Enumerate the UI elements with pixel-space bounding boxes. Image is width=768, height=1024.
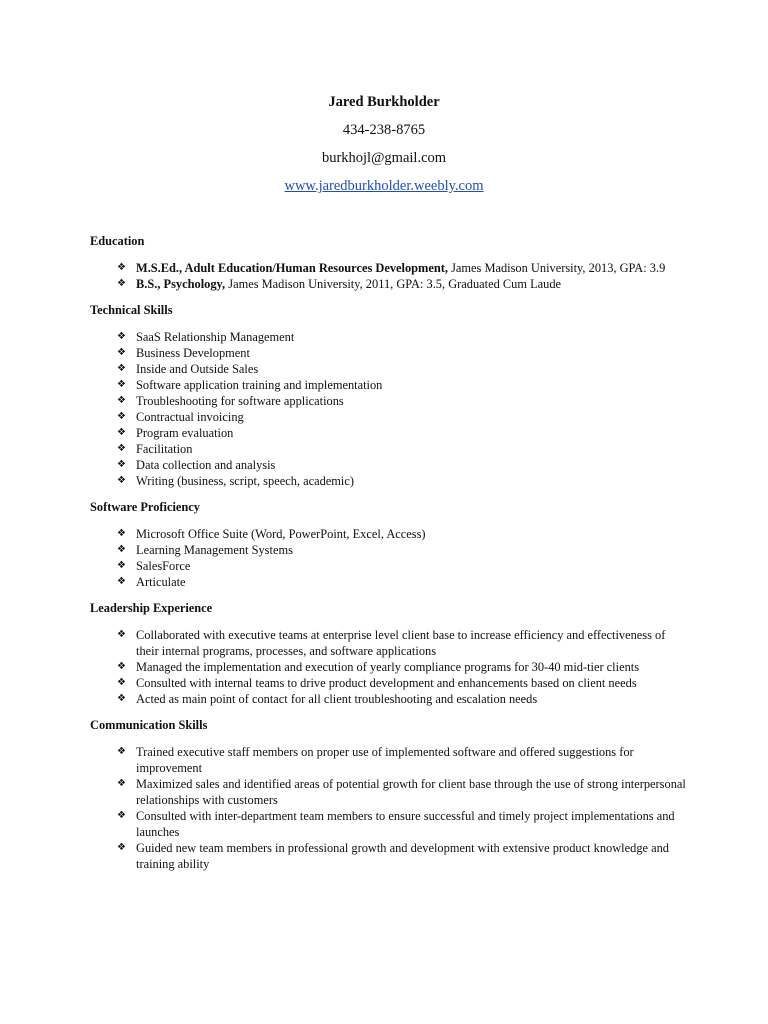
list-item: ❖ Software application training and implementation: [117, 378, 383, 392]
bullet-icon: ❖: [117, 677, 126, 688]
list-item: ❖ Troubleshooting for software applications: [117, 394, 344, 408]
list-item: ❖ Consulted with internal teams to drive product development and enhancements based on client needs: [117, 676, 637, 690]
section-title: Leadership Experience: [90, 601, 213, 615]
bullet-list: [90, 329, 690, 489]
email-address: burkhojl@gmail.com: [321, 150, 447, 166]
bullet-list: [90, 260, 690, 292]
bullet-icon: ❖: [117, 443, 126, 454]
bullet-icon: ❖: [117, 475, 126, 486]
bullet-icon: ❖: [117, 810, 126, 821]
section-leadership-experience: [90, 600, 690, 707]
bullet-icon: ❖: [117, 427, 126, 438]
resume-header: [0, 91, 768, 203]
bullet-icon: ❖: [117, 459, 126, 470]
list-item: ❖ Microsoft Office Suite (Word, PowerPoint, Excel, Access): [117, 527, 426, 541]
bullet-icon: ❖: [117, 576, 126, 587]
list-item: ❖ Learning Management Systems: [117, 543, 293, 557]
bullet-list: [90, 526, 690, 590]
section-title: Education: [90, 234, 145, 248]
website-link[interactable]: www.jaredburkholder.weebly.com: [284, 178, 484, 194]
list-item: ❖ Contractual invoicing: [117, 410, 244, 424]
bullet-icon: ❖: [117, 544, 126, 555]
list-item: ❖ Writing (business, script, speech, academic): [117, 474, 354, 488]
list-item: ❖ Business Development: [117, 346, 250, 360]
list-item: ❖ Guided new team members in professional growth and development with extensive product knowledge and training ability: [117, 841, 670, 871]
section-title: Software Proficiency: [90, 500, 200, 514]
list-item: ❖ SaaS Relationship Management: [117, 330, 295, 344]
list-item: ❖ Consulted with inter-department team members to ensure successful and timely project implementations and launches: [117, 809, 675, 839]
list-item: ❖ B.S., Psychology, James Madison University, 2011, GPA: 3.5, Graduated Cum Laude: [117, 277, 562, 291]
section-technical-skills: [90, 302, 690, 489]
bullet-icon: ❖: [117, 693, 126, 704]
list-item: ❖ Program evaluation: [117, 426, 234, 440]
bullet-icon: ❖: [117, 363, 126, 374]
bullet-list: [90, 627, 690, 707]
section-title: Technical Skills: [90, 303, 173, 317]
bullet-icon: ❖: [117, 746, 126, 757]
section-title: Communication Skills: [90, 718, 208, 732]
list-item: ❖ Inside and Outside Sales: [117, 362, 259, 376]
list-item: ❖ Trained executive staff members on proper use of implemented software and offered suggestions for improvement: [117, 745, 634, 775]
list-item: ❖ Maximized sales and identified areas of potential growth for client base through the use of strong interpersonal relationships with customers: [117, 777, 686, 807]
list-item: ❖ Managed the implementation and execution of yearly compliance programs for 30-40 mid-tier clients: [117, 660, 640, 674]
bullet-icon: ❖: [117, 560, 126, 571]
list-item: ❖ Facilitation: [117, 442, 193, 456]
bullet-icon: ❖: [117, 395, 126, 406]
section-software-proficiency: [90, 499, 690, 590]
bullet-icon: ❖: [117, 411, 126, 422]
bullet-icon: ❖: [117, 331, 126, 342]
bullet-icon: ❖: [117, 629, 126, 640]
list-item: ❖ Data collection and analysis: [117, 458, 276, 472]
list-item: ❖ SalesForce: [117, 559, 191, 573]
bullet-icon: ❖: [117, 262, 126, 273]
list-item: ❖ Collaborated with executive teams at enterprise level client base to increase efficiency and effectiveness of their internal programs, processes, and software applications: [117, 628, 666, 658]
bullet-icon: ❖: [117, 842, 126, 853]
bullet-icon: ❖: [117, 347, 126, 358]
list-item: ❖ Acted as main point of contact for all client troubleshooting and escalation needs: [117, 692, 538, 706]
bullet-icon: ❖: [117, 778, 126, 789]
bullet-list: [90, 744, 690, 872]
bullet-icon: ❖: [117, 278, 126, 289]
phone-number: 434-238-8765: [342, 122, 426, 138]
list-item: ❖ Articulate: [117, 575, 186, 589]
applicant-name: Jared Burkholder: [328, 94, 440, 110]
section-communication-skills: [90, 717, 690, 872]
list-item: ❖ M.S.Ed., Adult Education/Human Resources Development, James Madison University, 2013, GPA: 3.9: [117, 261, 666, 275]
bullet-icon: ❖: [117, 379, 126, 390]
bullet-icon: ❖: [117, 528, 126, 539]
bullet-icon: ❖: [117, 661, 126, 672]
section-education: [90, 233, 690, 292]
